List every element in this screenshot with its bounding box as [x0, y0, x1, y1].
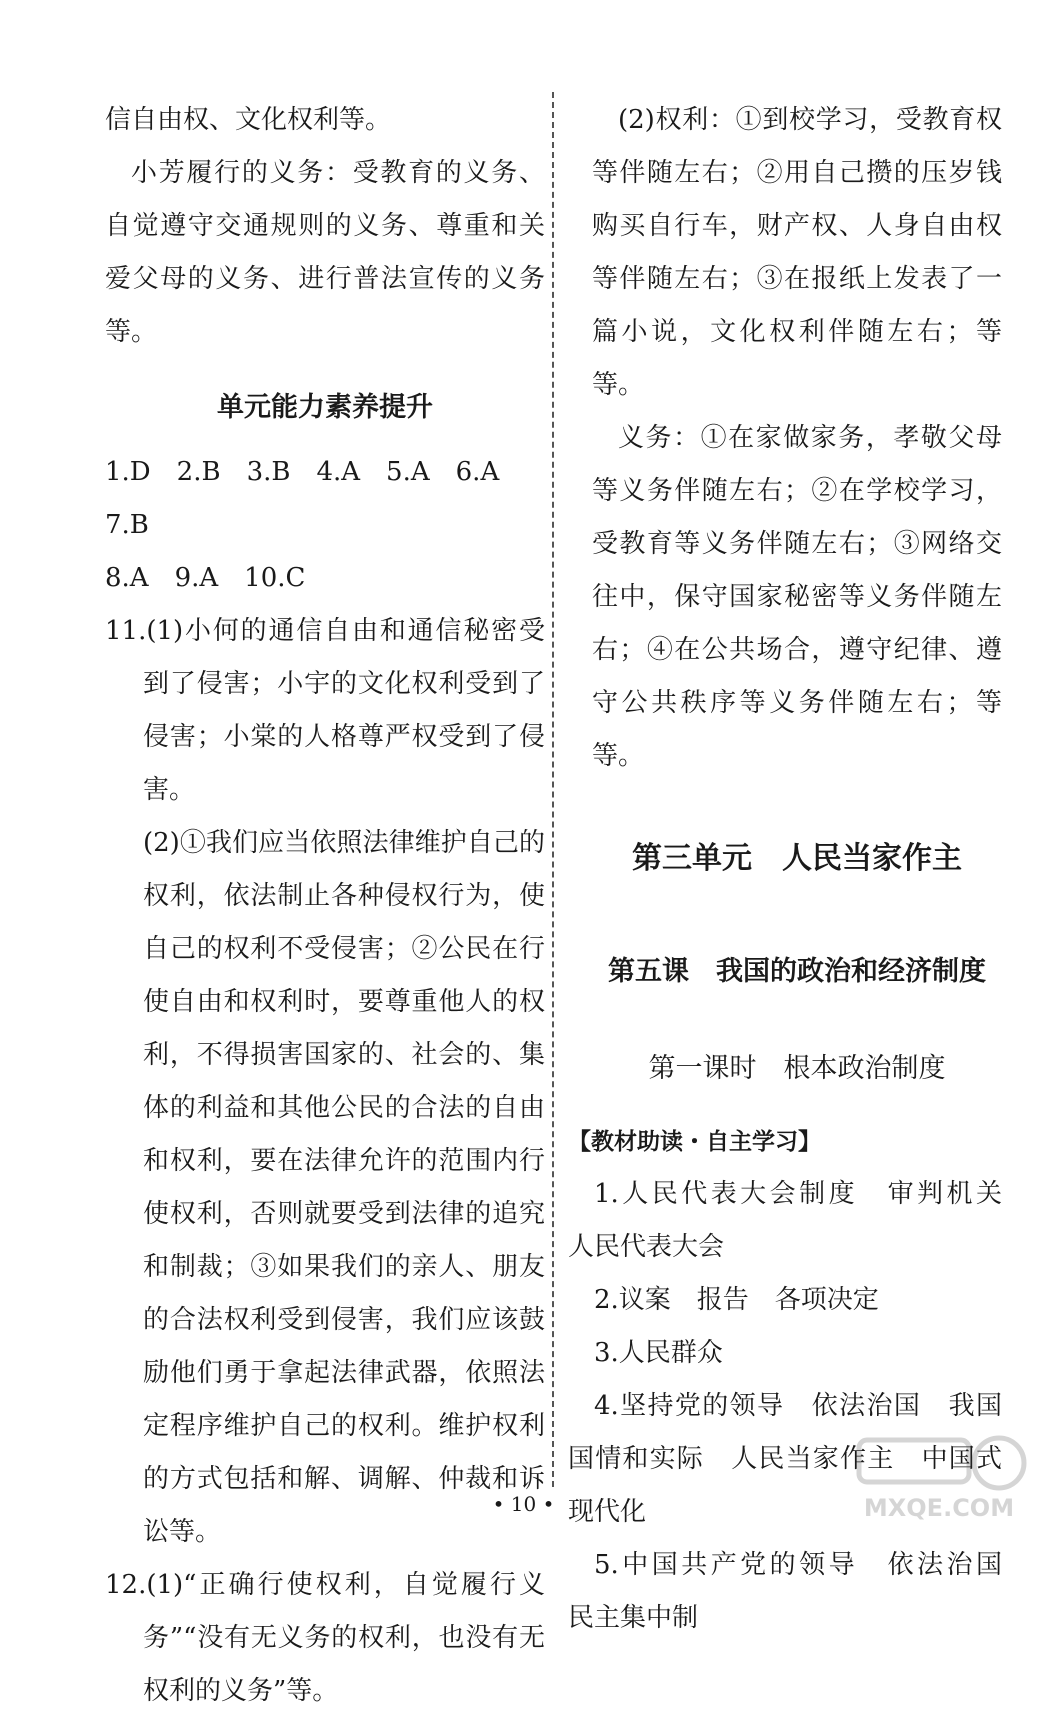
paragraph-xiaofang-duties: 小芳履行的义务：受教育的义务、自觉遵守交通规则的义务、尊重和关爱父母的义务、进行普法宣传的义务等。	[105, 158, 545, 347]
paragraph-rights-end: 信自由权、文化权利等。	[105, 105, 392, 135]
lesson-title: 第五课 我国的政治和经济制度	[608, 956, 986, 987]
answer-4: 4.坚持党的领导 依法治国 我国国情和实际 人民当家作主 中国式现代化	[568, 1391, 1002, 1527]
question-12-part-1: 12.(1)“正确行使权利，自觉履行义务”“没有无义务的权利，也没有无权利的义务”等。	[105, 1570, 545, 1706]
right-column	[568, 94, 1029, 1645]
answer-2: 2.议案 报告 各项决定	[594, 1285, 879, 1315]
answer-site-logo-icon	[849, 1428, 1029, 1528]
answer-5: 5.中国共产党的领导 依法治国 民主集中制	[568, 1550, 1029, 1633]
answer-1: 1.人民代表大会制度 审判机关 人民代表大会	[568, 1179, 1029, 1262]
answers-line-1: 1.D 2.B 3.B 4.A 5.A 6.A 7.B	[105, 457, 526, 540]
left-column	[105, 94, 545, 1718]
question-11-part-2: (2)①我们应当依照法律维护自己的权利，依法制止各种侵权行为，使自己的权利不受侵害；②公民在行使自由和权利时，要尊重他人的权利，不得损害国家的、社会的、集体的利益和其他公民的合法的自由和权利，要在法律允许的范围内行使权利，否则就要受到法律的追究和制裁；③如果我们的亲人、朋友的合法权利受到侵害，我们应该鼓励他们勇于拿起法律武器，依照法定程序维护自己的权利。维护权利的方式包括和解、调解、仲裁和诉讼等。	[143, 828, 545, 1547]
answers-line-2: 8.A 9.A 10.C	[105, 563, 306, 593]
section-heading-unit-ability: 单元能力素养提升	[217, 392, 433, 423]
paragraph-duties: 义务：①在家做家务，孝敬父母等义务伴随左右；②在学校学习，受教育等义务伴随左右；③网络交往中，保守国家秘密等义务伴随左右；④在公共场合，遵守纪律、遵守公共秩序等义务伴随左右；等等。	[592, 423, 1002, 771]
page-number: • 10 •	[492, 1492, 555, 1516]
watermark-text: MXQE.COM	[863, 1494, 1015, 1522]
answer-3: 3.人民群众	[594, 1338, 723, 1368]
study-guide-tag: 【教材助读・自主学习】	[568, 1129, 821, 1155]
unit-title: 第三单元 人民当家作主	[632, 841, 962, 876]
question-11-part-1: 11.(1)小何的通信自由和通信秘密受到了侵害；小宇的文化权利受到了侵害；小棠的人格尊严权受到了侵害。	[105, 616, 545, 805]
period-title: 第一课时 根本政治制度	[648, 1053, 946, 1084]
question-12-part-2: (2)权利：①到校学习，受教育权等伴随左右；②用自己攒的压岁钱购买自行车，财产权、人身自由权等伴随左右；③在报纸上发表了一篇小说，文化权利伴随左右；等等。	[592, 105, 1002, 400]
column-divider	[552, 92, 554, 1487]
